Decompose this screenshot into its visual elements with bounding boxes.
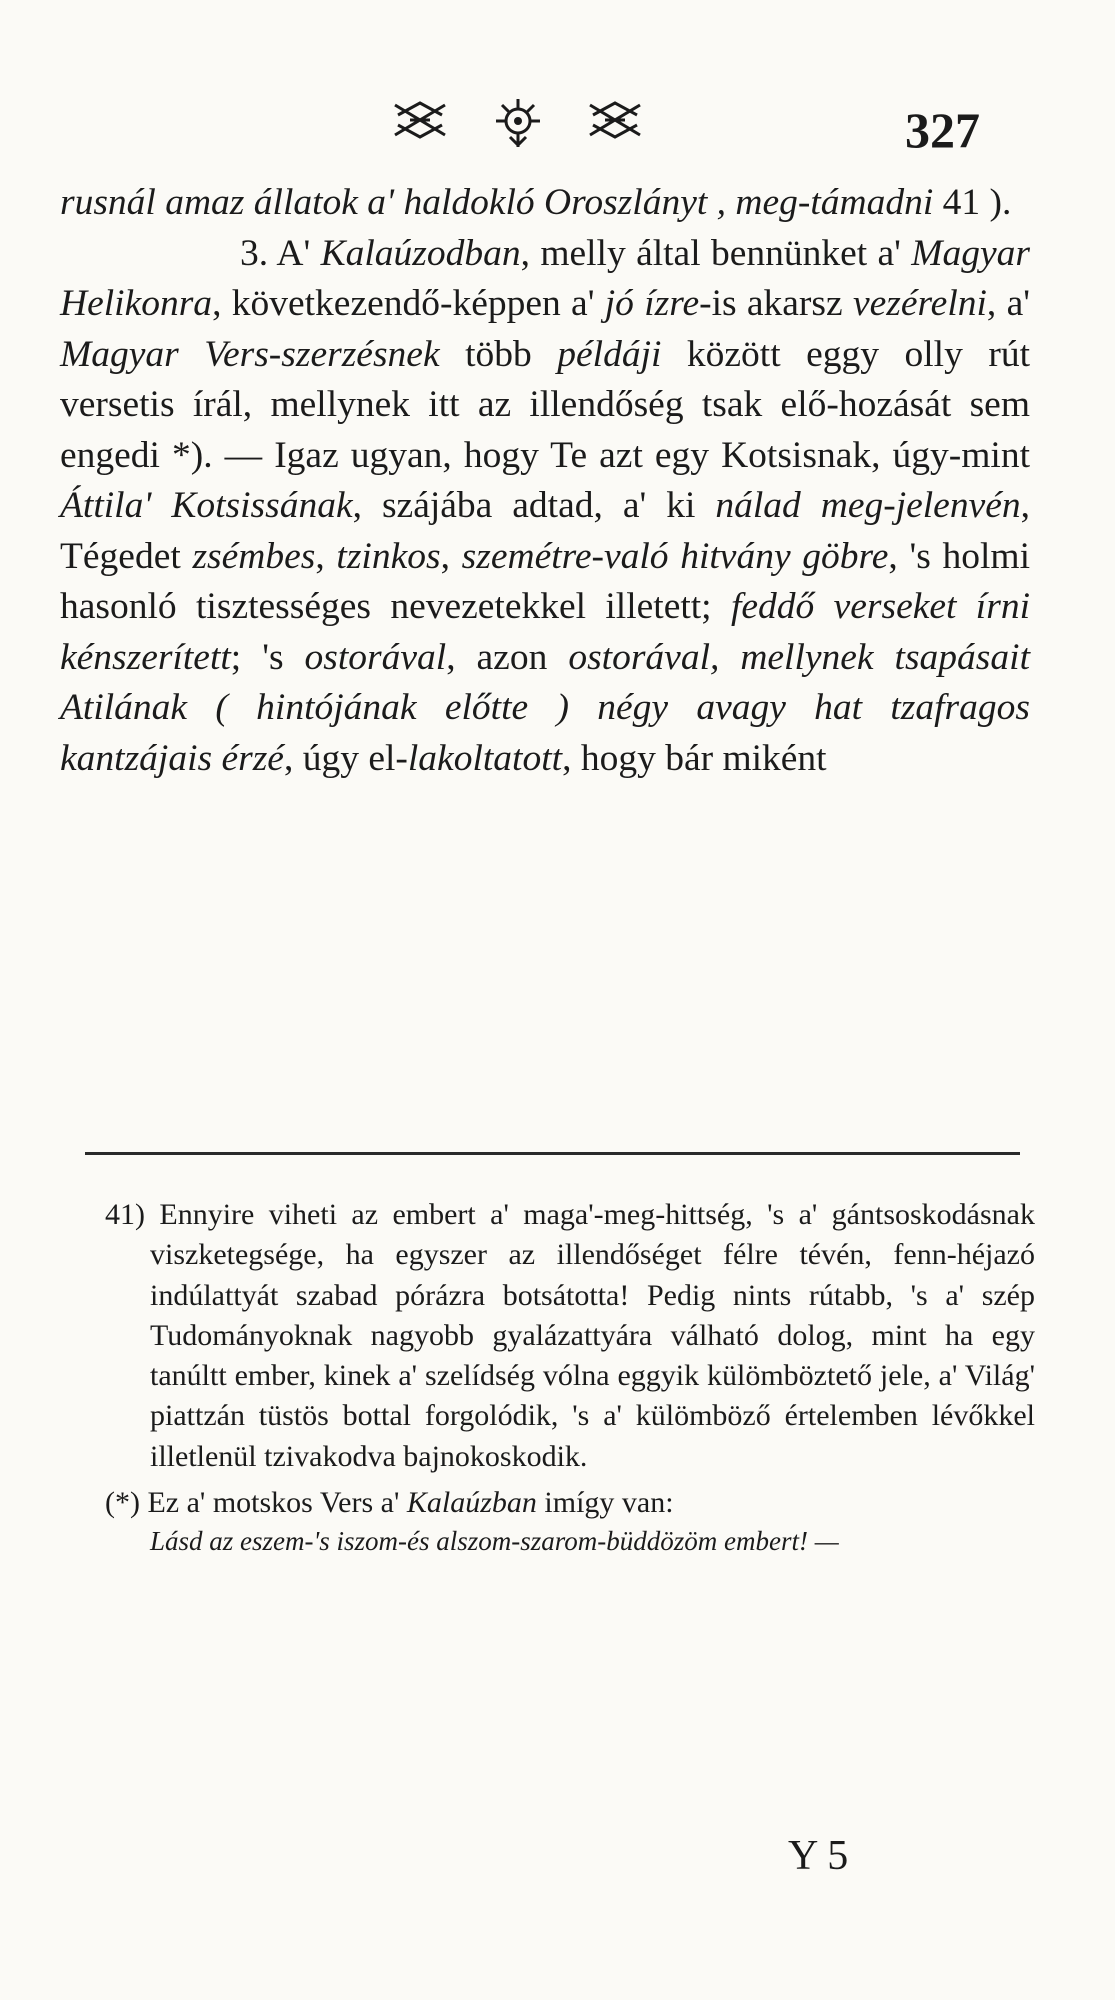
text-span: ; 's [230,636,305,678]
fleuron-ornament-icon [490,95,546,151]
text-span: imígy van: [536,1486,674,1520]
italic-span: példáji [557,333,662,375]
text-span: , [315,535,337,577]
footnote-quote: Lásd az eszem-'s iszom-és alszom-szarom-büddözöm embert! — [150,1526,839,1557]
paragraph-3 [60,229,1030,785]
text-span: , 's holmi hasonló tisztességes nevezetekkel illetett; [60,535,1030,627]
text-span: -is akarsz [699,283,853,324]
italic-span: feddő verseket írni kénszerített [60,586,1030,678]
italic-span: lakoltatott [407,737,563,779]
footnote-divider [85,1152,1020,1155]
footnotes [105,1195,1035,1589]
text-span: , következendő-képpen a' [212,283,605,324]
signature-mark: Y 5 [788,1833,849,1879]
text-span: , [440,535,462,577]
italic-span: jó ízre [604,283,700,324]
italic-span: Magyar Helikonra [60,232,1030,324]
text-span: , hogy bár miként [562,737,827,779]
page-number: 327 [905,102,980,158]
text-span: (*) Ez a' motskos Vers a' [105,1486,407,1520]
crossed-arrows-ornament-icon [585,95,645,145]
text-span: több [439,333,558,375]
italic-span: ostorával [304,636,447,678]
text-span: között eggy olly rút versetis írál, mellynek itt az illendőség tsak elő-hozását sem engedi *). — Igaz ugyan, hogy Te azt egy Kotsisnak, úgy-mint [60,333,1030,476]
text-span: , azon [446,636,569,678]
italic-span: Kalaúzban [406,1486,537,1520]
italic-span: vezérelni [852,283,987,324]
main-text [60,178,1030,784]
page-header [380,95,1000,165]
text-span: , Tégedet [60,485,1030,577]
crossed-arrows-ornament-icon [390,95,450,145]
text-span: 41 ). [933,182,1012,223]
italic-span: Kalaúzodban [320,232,521,274]
text-span: 3. A' [240,232,321,274]
italic-span: zsémbes [192,535,316,577]
footnote-star [105,1483,1035,1559]
italic-span: Magyar Vers-szerzésnek [60,333,440,375]
italic-span: ostorával, mellynek tsapásait Atilának ( hintójának előtte ) négy avagy hat tzafragos kantzájais érzé [60,636,1030,779]
italic-span: rusnál amaz állatok a' haldokló Oroszlányt , meg-támadni [60,182,934,223]
italic-span: nálad meg-jelenvén [715,485,1021,526]
text-span: , melly által bennünket a' [520,232,912,274]
italic-span: Áttila' Kotsissának [60,485,353,526]
footnote-41: 41) Ennyire viheti az embert a' maga'-meg-hittség, 's a' gántsoskodásnak viszketegsége, ha egyszer az illendőséget félre tévén, fenn-héjazó indúlattyát szabad pórázra botsátotta! Pedig nints rútabb, 's a' szép Tudományoknak nagyobb gyalázattyára válható dolog, mint ha egy tanúltt ember, kinek a' szelídség vólna eggyik külömböztető jele, a' Világ' piattzán tüstös bottal forgolódik, 's a' külömböző értelemben lévőkkel illetlenül tzivakodva bajnokoskodik. [105,1198,1035,1473]
text-span: , szájába adtad, a' ki [352,485,716,526]
paragraph-continuation [60,178,1030,229]
italic-span: tzinkos [336,535,441,577]
italic-span: szemétre-való hitvány göbre [461,535,889,577]
text-span: , a' [986,283,1030,324]
text-span: , úgy el- [283,737,408,779]
